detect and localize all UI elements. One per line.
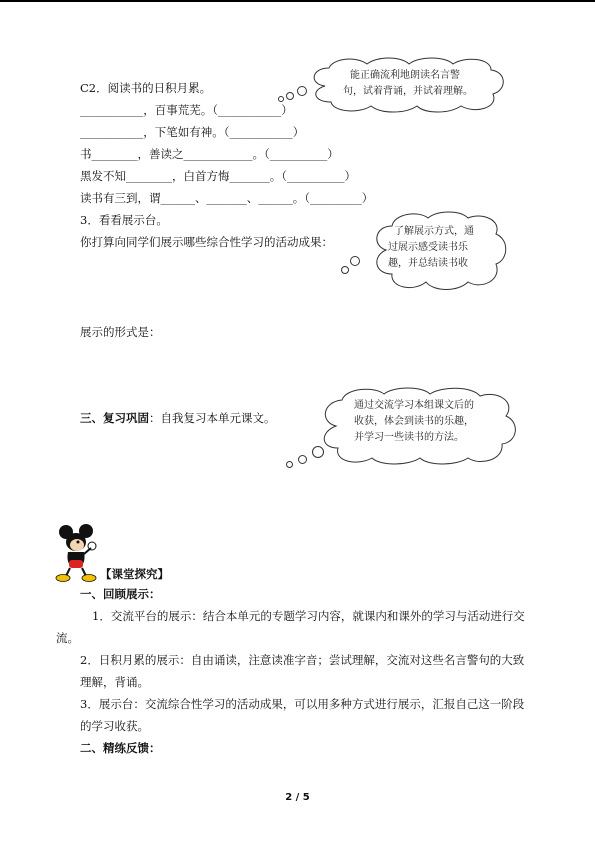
part1-title: 一、回顾展示： xyxy=(80,587,161,601)
cloud3-line-2: 收获，体会到读书的乐趣， xyxy=(354,416,474,427)
cloud2-line-3: 趣，并总结读书收 xyxy=(388,258,468,269)
item3-line-2: 的学习收获。 xyxy=(80,719,149,733)
cloud3-bubble-1 xyxy=(312,446,324,458)
page-number: 2 / 5 xyxy=(285,792,310,803)
cloud3-bubble-2 xyxy=(298,455,307,464)
cloud3-line-1: 通过交流学习本组课文后的 xyxy=(354,400,474,411)
thought-cloud-2 xyxy=(370,210,510,292)
item3-line-1: 3．展示台：交流综合性学习的活动成果，可以用多种方式进行展示，汇报自己这一阶段 xyxy=(80,697,525,711)
cloud3-bubble-3 xyxy=(286,461,293,468)
c2-line-5: 读书有三到，谓______、_______、______。（_________） xyxy=(80,191,374,205)
explore-title: 【课堂探究】 xyxy=(100,567,169,581)
review-line xyxy=(80,410,276,426)
c2-title: C2．阅读书的日积月累。 xyxy=(80,81,212,95)
c2-line-3: 书________，善读之____________。（__________） xyxy=(80,147,339,161)
section3-title: 3．看看展示台。 xyxy=(80,213,168,227)
c2-line-1: ___________，百事荒芜。（___________） xyxy=(80,103,293,117)
cloud1-bubble-3 xyxy=(278,96,284,102)
item1-line-1: 1．交流平台的展示：结合本单元的专题学习内容，就课内和课外的学习与活动进行交 xyxy=(92,609,525,623)
cloud2-bubble-2 xyxy=(341,266,349,274)
item2-line-1: 2．日积月累的展示：自由诵读，注意读准字音；尝试理解，交流对这些名言警句的大致 xyxy=(80,653,525,667)
mickey-mouse-icon xyxy=(52,524,100,582)
c2-line-2: ___________，下笔如有神。（___________） xyxy=(80,125,305,139)
part2-title: 二、精练反馈： xyxy=(80,741,161,755)
review-text: ：自我复习本单元课文。 xyxy=(149,411,276,425)
section3-form: 展示的形式是： xyxy=(80,325,161,339)
cloud1-bubble-1 xyxy=(297,86,307,96)
cloud1-line-1: 能正确流利地朗读名言警 xyxy=(350,70,460,81)
cloud3-line-3: 并学习一些读书的方法。 xyxy=(354,432,464,443)
review-label: 三、复习巩固 xyxy=(80,411,149,425)
cloud2-line-1: 了解展示方式，通 xyxy=(394,226,474,237)
c2-line-4: 黑发不知________，白首方悔_______。（__________） xyxy=(80,169,356,183)
item2-line-2: 理解，背诵。 xyxy=(80,675,149,689)
section3-question: 你打算向同学们展示哪些综合性学习的活动成果： xyxy=(80,235,333,249)
cloud2-bubble-1 xyxy=(350,256,360,266)
thought-cloud-3 xyxy=(318,386,518,466)
cloud1-bubble-2 xyxy=(286,92,294,100)
item1-line-2: 流。 xyxy=(56,631,79,645)
top-rule xyxy=(0,0,595,2)
cloud1-line-2: 句，试着背诵，并试着理解。 xyxy=(343,86,473,97)
cloud2-line-2: 过展示感受读书乐 xyxy=(388,242,468,253)
thought-cloud-1 xyxy=(305,56,510,114)
